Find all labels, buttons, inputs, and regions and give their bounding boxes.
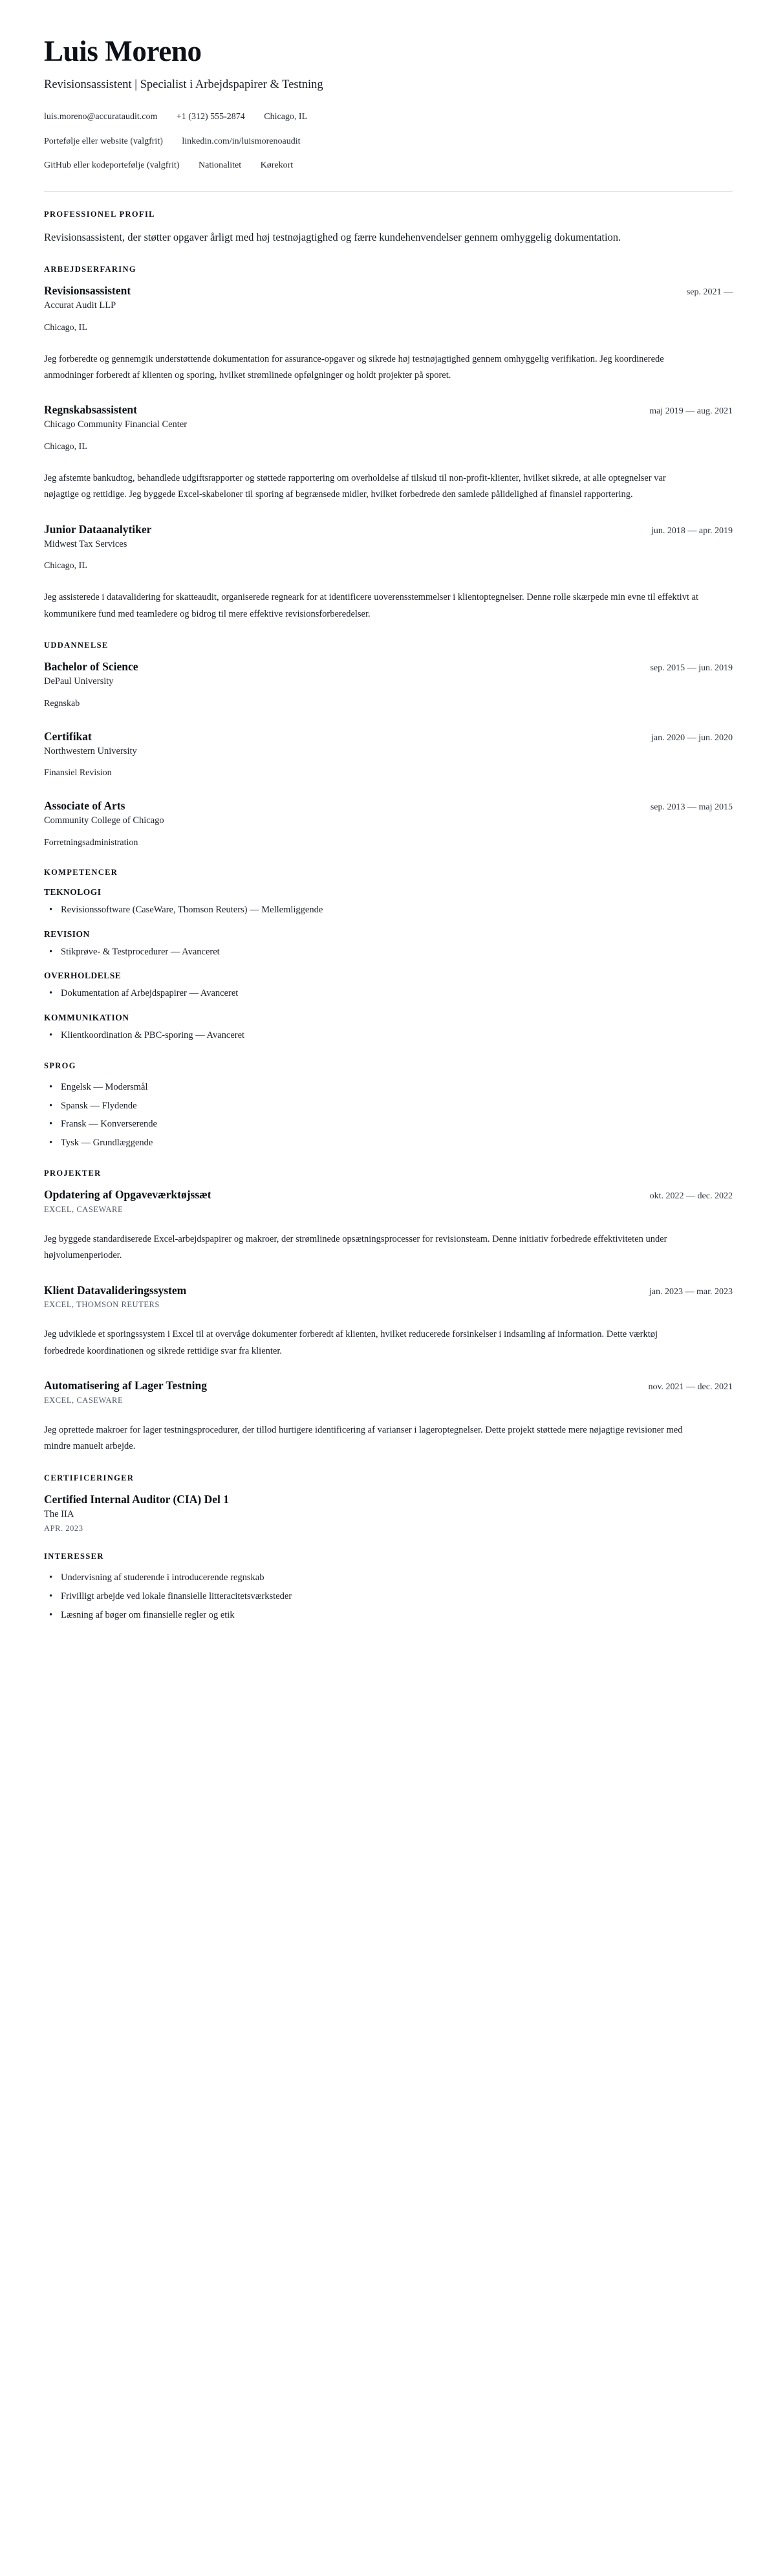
project-date: okt. 2022 — dec. 2022: [649, 1191, 733, 1201]
section-title-interests: INTERESSER: [44, 1552, 104, 1561]
education-item: [44, 730, 733, 780]
language-item: • Engelsk — Modersmål: [44, 1081, 733, 1095]
skill-list: [44, 1029, 733, 1043]
education-school: Community College of Chicago: [44, 815, 164, 826]
education-item: [44, 660, 733, 710]
skill-item: • Revisionssoftware (CaseWare, Thomson Reuters) — Mellemliggende: [44, 903, 733, 918]
experience-role: Revisionsassistent: [44, 283, 131, 297]
experience-item-head: [44, 403, 733, 417]
experience-item-head: [44, 284, 733, 298]
language-item: • Spansk — Flydende: [44, 1099, 733, 1114]
experience-item: [44, 284, 733, 384]
skill-list: [44, 945, 733, 960]
project-description: Jeg oprettede makroer for lager testningsprocedurer, der tillod hurtigere identificering af varianser i lageroptegnelser. Dette projekt støttede mere nøjagtige revisioner med mindre manuelt arbejde.: [44, 1425, 683, 1452]
experience-date: maj 2019 — aug. 2021: [649, 406, 733, 417]
skill-group: [44, 887, 733, 918]
education-field: Regnskab: [44, 698, 80, 709]
language-item: • Fransk — Konverserende: [44, 1117, 733, 1132]
project-item-head: [44, 1284, 733, 1298]
education-item-head: [44, 660, 733, 674]
contact-email[interactable]: luis.moreno@accurataudit.com: [44, 112, 158, 122]
experience-description: Jeg forberedte og gennemgik understøttende dokumentation for assurance-opgaver og sikrede høj testnøjagtighed gennem omhyggelig verifikation. Jeg koordinerede anmodninger forberedt af klienten og sporing, hvilket strømlinede opfølgninger og holdt projekter på sporet.: [44, 353, 664, 380]
project-item: [44, 1284, 733, 1360]
skill-group: [44, 1013, 733, 1043]
project-date: nov. 2021 — dec. 2021: [648, 1382, 733, 1393]
project-name: Klient Datavalideringssystem: [44, 1283, 187, 1297]
language-item: • Tysk — Grundlæggende: [44, 1136, 733, 1150]
education-item-head: [44, 730, 733, 744]
language-list: [44, 1081, 733, 1150]
education-degree: Bachelor of Science: [44, 660, 138, 674]
contact-row-extra: [44, 159, 733, 172]
skill-item: • Dokumentation af Arbejdspapirer — Avanceret: [44, 987, 733, 1001]
section-title-experience: ARBEJDSERFARING: [44, 264, 136, 274]
section-title-projects: PROJEKTER: [44, 1168, 102, 1178]
candidate-headline: Revisionsassistent | Specialist i Arbejdspapirer & Testning: [44, 78, 323, 92]
project-item: [44, 1188, 733, 1264]
experience-item: [44, 403, 733, 503]
contact-github[interactable]: GitHub eller kodeportefølje (valgfrit): [44, 160, 180, 170]
experience-location: Chicago, IL: [44, 322, 87, 333]
certification-item: [44, 1493, 733, 1534]
interest-item: • Undervisning af studerende i introducerende regnskab: [44, 1571, 733, 1585]
project-tech: EXCEL, CASEWARE: [44, 1204, 124, 1214]
interest-item: • Frivilligt arbejde ved lokale finansielle litteracitetsværksteder: [44, 1590, 733, 1604]
education-item: [44, 799, 733, 850]
section-title-skills: KOMPETENCER: [44, 867, 118, 877]
skill-group: [44, 929, 733, 960]
project-date: jan. 2023 — mar. 2023: [649, 1286, 733, 1297]
experience-company: Accurat Audit LLP: [44, 300, 116, 311]
project-name: Opdatering af Opgaveværktøjssæt: [44, 1187, 211, 1201]
project-item-head: [44, 1188, 733, 1202]
project-item: [44, 1379, 733, 1455]
experience-role: Regnskabsassistent: [44, 403, 137, 417]
education-field: Finansiel Revision: [44, 768, 112, 778]
experience-role: Junior Dataanalytiker: [44, 522, 152, 536]
experience-company: Midwest Tax Services: [44, 538, 127, 549]
section-certifications: [44, 1455, 733, 1534]
project-item-head: [44, 1379, 733, 1393]
skill-list: [44, 903, 733, 918]
experience-date: sep. 2021 —: [686, 287, 733, 297]
education-field: Forretningsadministration: [44, 837, 138, 848]
contact-location: Chicago, IL: [264, 112, 308, 122]
certification-date: APR. 2023: [44, 1524, 83, 1534]
contact-phone[interactable]: +1 (312) 555-2874: [176, 112, 245, 122]
experience-item-head: [44, 523, 733, 537]
contact-row-primary: [44, 111, 733, 124]
interest-list: [44, 1571, 733, 1622]
skill-group-name: OVERHOLDELSE: [44, 971, 122, 981]
section-interests: [44, 1534, 733, 1622]
experience-company: Chicago Community Financial Center: [44, 419, 188, 430]
education-item-head: [44, 799, 733, 813]
education-date: sep. 2015 — jun. 2019: [650, 663, 733, 674]
contact-nationality: Nationalitet: [199, 160, 242, 170]
experience-item: [44, 523, 733, 622]
skill-item: • Stikprøve- & Testprocedurer — Avanceret: [44, 945, 733, 960]
contact-portfolio[interactable]: Portefølje eller website (valgfrit): [44, 136, 163, 146]
education-school: DePaul University: [44, 676, 114, 687]
project-tech: EXCEL, CASEWARE: [44, 1396, 124, 1405]
section-skills: [44, 850, 733, 1043]
certification-name: Certified Internal Auditor (CIA) Del 1: [44, 1492, 229, 1506]
section-summary: [44, 192, 733, 247]
skill-group: [44, 971, 733, 1001]
interest-item: • Læsning af bøger om finansielle regler og etik: [44, 1609, 733, 1623]
project-description: Jeg udviklede et sporingssystem i Excel til at overvåge dokumenter forberedt af klienten, hvilket reducerede forsinkelser i indsamling af information. Dette værktøj forbedrede koordinationen og sikrede rettidige svar fra klienter.: [44, 1329, 658, 1356]
skill-group-name: REVISION: [44, 929, 90, 939]
skill-group-name: KOMMUNIKATION: [44, 1013, 129, 1023]
certification-issuer: The IIA: [44, 1508, 74, 1519]
education-degree: Certifikat: [44, 729, 92, 743]
education-date: sep. 2013 — maj 2015: [650, 802, 733, 813]
experience-location: Chicago, IL: [44, 441, 87, 452]
experience-description: Jeg afstemte bankudtog, behandlede udgiftsrapporter og støttede rapportering om overholdelse af tilskud til non-profit-klienter, hvilket sikrede, at alle optegnelser var nøjagtige og rettidige. Jeg byggede Excel-skabeloner til sporing af begrænsede midler, hvilket forbedrede den samlede pålidelighed af finansiel rapportering.: [44, 472, 666, 500]
project-name: Automatisering af Lager Testning: [44, 1379, 207, 1393]
project-tech: EXCEL, THOMSON REUTERS: [44, 1300, 160, 1310]
summary-text: Revisionsassistent, der støtter opgaver årligt med høj testnøjagtighed og færre kundehenvendelser gennem omhyggelig dokumentation.: [44, 231, 621, 244]
project-description: Jeg byggede standardiserede Excel-arbejdspapirer og makroer, der strømlinede opsætningsprocesser for revisionsteam. Denne initiativ forbedrede effektiviteten under højvolumenperioder.: [44, 1233, 667, 1261]
resume-header: [44, 36, 733, 192]
section-languages: [44, 1043, 733, 1150]
section-title-languages: SPROG: [44, 1061, 76, 1070]
section-experience: [44, 247, 733, 622]
section-title-summary: PROFESSIONEL PROFIL: [44, 210, 155, 219]
contact-row-web: [44, 135, 733, 148]
section-title-education: UDDANNELSE: [44, 641, 109, 650]
experience-description: Jeg assisterede i datavalidering for skatteaudit, organiserede regneark for at identificere uoverensstemmelser i klientoptegnelser. Denne rolle skærpede min evne til effektivt at kommunikere fund med teamledere og bidrog til mere effektive revisionsforberedelser.: [44, 592, 699, 619]
contact-linkedin[interactable]: linkedin.com/in/luismorenoaudit: [182, 136, 301, 146]
section-education: [44, 622, 733, 850]
education-degree: Associate of Arts: [44, 799, 125, 813]
candidate-name: Luis Moreno: [44, 35, 202, 67]
experience-location: Chicago, IL: [44, 561, 87, 571]
section-title-certifications: CERTIFICERINGER: [44, 1473, 135, 1482]
education-school: Northwestern University: [44, 745, 137, 756]
skill-list: [44, 987, 733, 1001]
education-date: jan. 2020 — jun. 2020: [651, 732, 733, 743]
skill-item: • Klientkoordination & PBC-sporing — Avanceret: [44, 1029, 733, 1043]
section-projects: [44, 1150, 733, 1455]
skill-group-name: TEKNOLOGI: [44, 886, 102, 897]
contact-driving-license: Kørekort: [260, 160, 294, 170]
experience-date: jun. 2018 — apr. 2019: [651, 525, 733, 536]
